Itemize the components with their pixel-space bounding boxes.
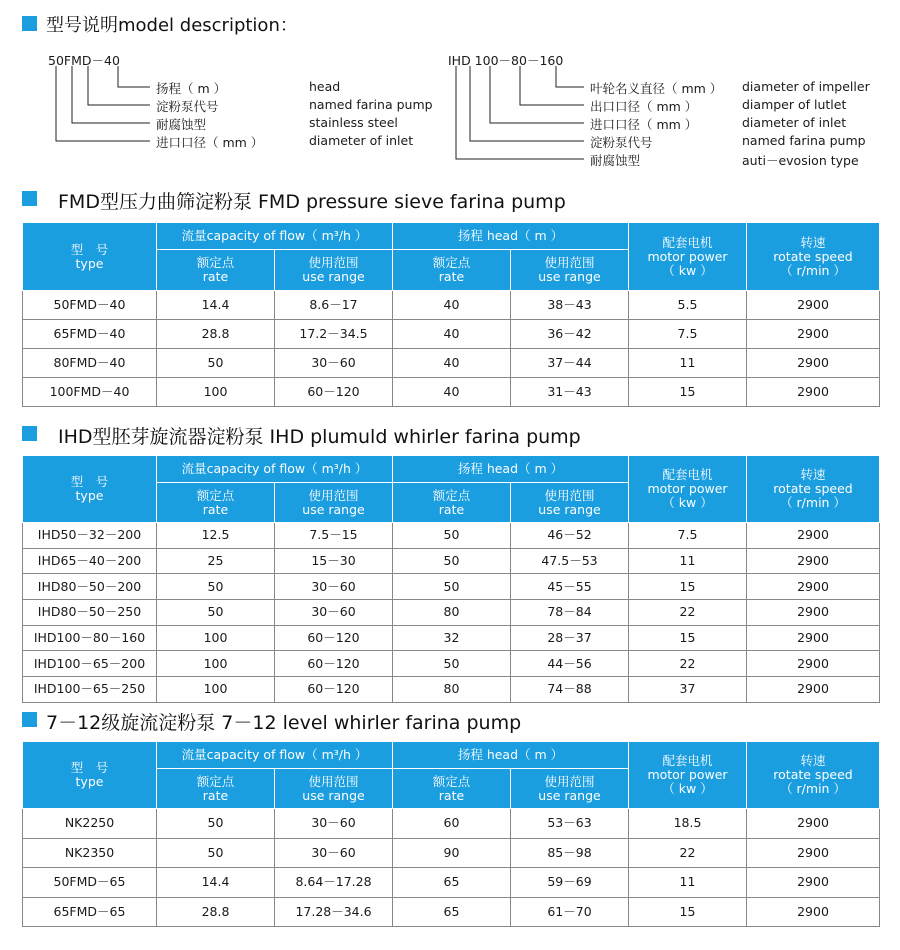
header-flow: 流量capacity of flow（ m³/h ） (157, 456, 393, 483)
cell-rotate-speed: 2900 (747, 625, 880, 651)
ihd-spec-table (22, 455, 880, 703)
header-motor: 配套电机 motor power （ kw ） (629, 223, 747, 291)
cell-flow-range: 60－120 (275, 677, 393, 703)
fmd-item-en: named farina pump (309, 97, 433, 112)
cell-rotate-speed: 2900 (747, 523, 880, 549)
cell-rotate-speed: 2900 (747, 651, 880, 677)
cell-flow-rate: 50 (157, 838, 275, 868)
header-head-rate: 额定点 rate (393, 483, 511, 523)
ihd-item-zh: 叶轮名义直径（ mm ） (590, 81, 723, 96)
cell-flow-rate: 12.5 (157, 523, 275, 549)
header-speed: 转速 rotate speed （ r/min ） (747, 456, 880, 523)
cell-head-rate: 50 (393, 651, 511, 677)
section-title-ihd: IHD型胚芽旋流器淀粉泵 IHD plumuld whirler farina pump (58, 426, 581, 448)
cell-motor-power: 18.5 (629, 809, 747, 839)
cell-motor-power: 15 (629, 378, 747, 407)
cell-flow-rate: 50 (157, 349, 275, 378)
cell-head-range: 46－52 (511, 523, 629, 549)
table-row (23, 574, 880, 600)
cell-head-rate: 50 (393, 548, 511, 574)
cell-head-range: 74－88 (511, 677, 629, 703)
table-row (23, 523, 880, 549)
header-flow-rate: 额定点 rate (157, 250, 275, 291)
cell-motor-power: 15 (629, 625, 747, 651)
header-head: 扬程 head（ m ） (393, 456, 629, 483)
cell-flow-range: 30－60 (275, 574, 393, 600)
cell-rotate-speed: 2900 (747, 349, 880, 378)
ihd-item-en: diameter of impeller (742, 79, 870, 94)
cell-model: 50FMD－65 (23, 868, 157, 898)
header-head: 扬程 head（ m ） (393, 742, 629, 769)
cell-motor-power: 5.5 (629, 291, 747, 320)
cell-motor-power: 7.5 (629, 320, 747, 349)
cell-flow-rate: 100 (157, 677, 275, 703)
model-description-title: 型号说明model description： (46, 15, 298, 36)
cell-model: IHD100－65－200 (23, 651, 157, 677)
header-head-range: 使用范围 use range (511, 250, 629, 291)
cell-head-rate: 40 (393, 291, 511, 320)
cell-model: IHD100－80－160 (23, 625, 157, 651)
cell-flow-rate: 14.4 (157, 291, 275, 320)
table-row (23, 897, 880, 927)
cell-flow-range: 7.5－15 (275, 523, 393, 549)
cell-head-range: 47.5－53 (511, 548, 629, 574)
cell-model: 80FMD－40 (23, 349, 157, 378)
cell-rotate-speed: 2900 (747, 574, 880, 600)
cell-head-range: 44－56 (511, 651, 629, 677)
header-flow: 流量capacity of flow（ m³/h ） (157, 742, 393, 769)
header-flow-range: 使用范围 use range (275, 769, 393, 809)
cell-motor-power: 11 (629, 548, 747, 574)
cell-rotate-speed: 2900 (747, 378, 880, 407)
cell-head-rate: 40 (393, 320, 511, 349)
cell-rotate-speed: 2900 (747, 548, 880, 574)
cell-model: NK2250 (23, 809, 157, 839)
cell-model: NK2350 (23, 838, 157, 868)
table-row (23, 677, 880, 703)
fmd-item-en: stainless steel (309, 115, 398, 130)
cell-flow-rate: 28.8 (157, 897, 275, 927)
table-row (23, 291, 880, 320)
header-flow: 流量capacity of flow（ m³/h ） (157, 223, 393, 250)
ihd-item-zh: 进口口径（ mm ） (590, 117, 698, 132)
cell-head-rate: 80 (393, 677, 511, 703)
table-row (23, 625, 880, 651)
cell-model: 100FMD－40 (23, 378, 157, 407)
header-head-rate: 额定点 rate (393, 250, 511, 291)
table-row (23, 838, 880, 868)
header-type: 型 号 type (23, 223, 157, 291)
header-type: 型 号 type (23, 742, 157, 809)
cell-head-rate: 80 (393, 600, 511, 626)
section-marker (22, 712, 37, 727)
cell-rotate-speed: 2900 (747, 897, 880, 927)
table-row (23, 548, 880, 574)
fmd-spec-table (22, 222, 880, 407)
cell-flow-range: 17.2－34.5 (275, 320, 393, 349)
fmd-item-zh: 淀粉泵代号 (156, 99, 219, 114)
cell-motor-power: 37 (629, 677, 747, 703)
header-flow-rate: 额定点 rate (157, 769, 275, 809)
fmd-item-zh: 耐腐蚀型 (156, 117, 207, 132)
header-speed: 转速 rotate speed （ r/min ） (747, 223, 880, 291)
cell-head-range: 38－43 (511, 291, 629, 320)
ihd-item-zh: 出口口径（ mm ） (590, 99, 698, 114)
table-row (23, 349, 880, 378)
table-row (23, 600, 880, 626)
fmd-model-code: 50FMD－40 (48, 53, 120, 68)
fmd-item-en: diameter of inlet (309, 133, 414, 148)
header-motor: 配套电机 motor power （ kw ） (629, 742, 747, 809)
cell-head-range: 31－43 (511, 378, 629, 407)
table-row (23, 809, 880, 839)
cell-head-range: 85－98 (511, 838, 629, 868)
section-title-whirler: 7－12级旋流淀粉泵 7－12 level whirler farina pump (46, 712, 522, 734)
cell-rotate-speed: 2900 (747, 677, 880, 703)
cell-motor-power: 22 (629, 838, 747, 868)
cell-head-range: 45－55 (511, 574, 629, 600)
header-head-range: 使用范围 use range (511, 769, 629, 809)
header-motor: 配套电机 motor power （ kw ） (629, 456, 747, 523)
ihd-item-en: auti－evosion type (742, 153, 859, 168)
cell-flow-range: 17.28－34.6 (275, 897, 393, 927)
cell-flow-range: 60－120 (275, 378, 393, 407)
cell-flow-rate: 100 (157, 378, 275, 407)
cell-motor-power: 15 (629, 574, 747, 600)
ihd-item-en: named farina pump (742, 133, 866, 148)
fmd-item-zh: 扬程（ m ） (156, 81, 227, 96)
cell-flow-range: 30－60 (275, 349, 393, 378)
cell-rotate-speed: 2900 (747, 291, 880, 320)
cell-head-rate: 65 (393, 897, 511, 927)
cell-head-range: 36－42 (511, 320, 629, 349)
ihd-item-zh: 淀粉泵代号 (590, 135, 653, 150)
cell-motor-power: 22 (629, 600, 747, 626)
whirler-spec-table (22, 741, 880, 927)
cell-head-rate: 50 (393, 523, 511, 549)
header-head: 扬程 head（ m ） (393, 223, 629, 250)
header-head-range: 使用范围 use range (511, 483, 629, 523)
cell-model: IHD80－50－250 (23, 600, 157, 626)
cell-model: IHD65－40－200 (23, 548, 157, 574)
cell-flow-range: 60－120 (275, 625, 393, 651)
cell-model: 65FMD－65 (23, 897, 157, 927)
cell-flow-rate: 28.8 (157, 320, 275, 349)
cell-head-range: 61－70 (511, 897, 629, 927)
cell-model: IHD50－32－200 (23, 523, 157, 549)
cell-head-rate: 60 (393, 809, 511, 839)
cell-head-range: 53－63 (511, 809, 629, 839)
cell-flow-range: 8.64－17.28 (275, 868, 393, 898)
cell-head-range: 28－37 (511, 625, 629, 651)
cell-flow-rate: 100 (157, 651, 275, 677)
cell-flow-rate: 50 (157, 574, 275, 600)
header-type: 型 号 type (23, 456, 157, 523)
fmd-item-zh: 进口口径（ mm ） (156, 135, 264, 150)
cell-flow-range: 8.6－17 (275, 291, 393, 320)
header-head-rate: 额定点 rate (393, 769, 511, 809)
cell-flow-rate: 50 (157, 809, 275, 839)
ihd-item-en: diamper of lutlet (742, 97, 847, 112)
cell-flow-range: 15－30 (275, 548, 393, 574)
cell-head-rate: 40 (393, 378, 511, 407)
cell-flow-range: 30－60 (275, 600, 393, 626)
table-row (23, 651, 880, 677)
section-marker (22, 191, 37, 206)
ihd-item-en: diameter of inlet (742, 115, 847, 130)
section-marker (22, 426, 37, 441)
cell-flow-rate: 100 (157, 625, 275, 651)
cell-flow-rate: 14.4 (157, 868, 275, 898)
ihd-item-zh: 耐腐蚀型 (590, 153, 641, 168)
cell-head-range: 78－84 (511, 600, 629, 626)
cell-flow-range: 60－120 (275, 651, 393, 677)
cell-head-rate: 32 (393, 625, 511, 651)
cell-head-rate: 40 (393, 349, 511, 378)
table-row (23, 320, 880, 349)
cell-model: 50FMD－40 (23, 291, 157, 320)
cell-flow-range: 30－60 (275, 838, 393, 868)
cell-head-range: 37－44 (511, 349, 629, 378)
cell-rotate-speed: 2900 (747, 868, 880, 898)
cell-motor-power: 7.5 (629, 523, 747, 549)
cell-head-rate: 65 (393, 868, 511, 898)
cell-motor-power: 15 (629, 897, 747, 927)
section-title-fmd: FMD型压力曲筛淀粉泵 FMD pressure sieve farina pump (58, 191, 566, 213)
ihd-model-code: IHD 100－80－160 (448, 53, 564, 68)
header-flow-range: 使用范围 use range (275, 250, 393, 291)
cell-head-rate: 50 (393, 574, 511, 600)
cell-head-range: 59－69 (511, 868, 629, 898)
header-flow-range: 使用范围 use range (275, 483, 393, 523)
cell-model: IHD80－50－200 (23, 574, 157, 600)
cell-flow-rate: 25 (157, 548, 275, 574)
cell-motor-power: 11 (629, 349, 747, 378)
header-flow-rate: 额定点 rate (157, 483, 275, 523)
cell-rotate-speed: 2900 (747, 320, 880, 349)
cell-model: IHD100－65－250 (23, 677, 157, 703)
cell-flow-range: 30－60 (275, 809, 393, 839)
cell-motor-power: 22 (629, 651, 747, 677)
cell-rotate-speed: 2900 (747, 600, 880, 626)
cell-head-rate: 90 (393, 838, 511, 868)
table-row (23, 378, 880, 407)
cell-motor-power: 11 (629, 868, 747, 898)
header-speed: 转速 rotate speed （ r/min ） (747, 742, 880, 809)
cell-rotate-speed: 2900 (747, 809, 880, 839)
table-row (23, 868, 880, 898)
fmd-item-en: head (309, 79, 341, 94)
cell-model: 65FMD－40 (23, 320, 157, 349)
cell-flow-rate: 50 (157, 600, 275, 626)
cell-rotate-speed: 2900 (747, 838, 880, 868)
